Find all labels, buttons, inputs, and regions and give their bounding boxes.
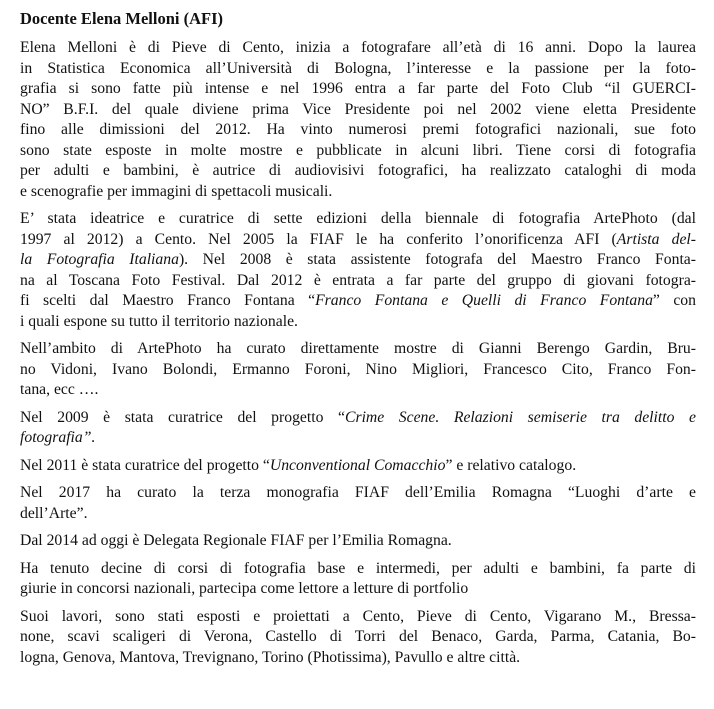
- paragraph-corsi: [20, 559, 696, 600]
- paragraph-delegata: [20, 531, 696, 552]
- paragraph-lavori: [20, 607, 696, 669]
- text-line: per adulti e bambini, è autrice di audiovisivi fotografici, ha realizzato cataloghi di moda: [20, 162, 696, 179]
- italic-text: Crime Scene. Relazioni semiserie tra delitto e: [345, 408, 696, 426]
- text-line: grafia si sono fatte più intense e nel 1996 entra a far parte del Foto Club “il GUERCI-: [20, 80, 696, 97]
- text-line: [20, 456, 696, 477]
- text-line: Dal 2014 ad oggi è Delegata Regionale FIAF per l’Emilia Romagna.: [20, 532, 452, 549]
- paragraph-exhibitions: [20, 339, 696, 401]
- paragraph-biography: [20, 38, 696, 202]
- text-line: giurie in concorsi nazionali, partecipa come lettore a letture di portfolio: [20, 580, 469, 597]
- paragraph-monografia: [20, 483, 696, 524]
- text-line: in Statistica Economica all’Università di Bologna, l’interesse e la passione per la foto-: [20, 59, 696, 77]
- text-line: na al Toscana Foto Festival. Dal 2012 è entrata a far parte del gruppo di giovani fotogra-: [20, 271, 696, 289]
- text-line: Nel 2017 ha curato la terza monografia FIAF dell’Emilia Romagna “Luoghi d’arte e: [20, 484, 696, 501]
- italic-text: la Fotografia Italiana: [20, 251, 179, 268]
- text-line: NO” B.F.I. del quale diviene prima Vice Presidente poi nel 2002 viene eletta Presidente: [20, 100, 696, 118]
- text-line: none, scavi scaligeri di Verona, Castello di Torri del Benaco, Garda, Parma, Catania, Bo-: [20, 628, 696, 645]
- paragraph-crime-scene: [20, 408, 696, 449]
- text-run: 1997 al 2012) a Cento. Nel 2005 la FIAF le ha conferito l’onorificenza AFI (: [20, 230, 617, 248]
- text-line: dell’Arte”.: [20, 504, 88, 522]
- document-body: [20, 8, 696, 675]
- text-run: fi scelti dal Maestro Franco Fontana “: [20, 292, 316, 309]
- italic-text: fotografia”.: [20, 429, 96, 446]
- text-run: Nel 2011 è stata curatrice del progetto “: [20, 456, 270, 474]
- text-line: sono state esposte in molte mostre e pubblicate in alcuni libri. Tiene corsi di fotografia: [20, 141, 696, 159]
- text-line: [20, 408, 696, 429]
- text-line: E’ stata ideatrice e curatrice di sette edizioni della biennale di fotografia ArtePhoto (dal: [20, 210, 696, 227]
- text-line: no Vidoni, Ivano Bolondi, Ermanno Foroni, Nino Migliori, Francesco Cito, Franco Fon-: [20, 360, 696, 378]
- text-line: [20, 250, 696, 271]
- text-run: Nel 2009 è stata curatrice del progetto “: [20, 408, 345, 426]
- text-line: Suoi lavori, sono stati esposti e proiettati a Cento, Pieve di Cento, Vigarano M., Bressa-: [20, 607, 696, 625]
- italic-text: Franco Fontana e Quelli di Franco Fontana: [315, 292, 653, 309]
- italic-text: Artista del-: [616, 230, 696, 248]
- text-line: Elena Melloni è di Pieve di Cento, inizia a fotografare all’età di 16 anni. Dopo la laurea: [20, 39, 696, 56]
- paragraph-comacchio: [20, 456, 696, 477]
- text-run: ” e relativo catalogo.: [445, 456, 577, 474]
- italic-text: Unconventional Comacchio: [269, 456, 446, 474]
- text-line: Nell’ambito di ArtePhoto ha curato direttamente mostre di Gianni Berengo Gardin, Bru-: [20, 340, 696, 357]
- text-run: ). Nel 2008 è stata assistente fotografa del Maestro Franco Fonta-: [178, 251, 696, 268]
- text-line: logna, Genova, Mantova, Trevignano, Torino (Photissima), Pavullo e altre città.: [20, 648, 521, 666]
- page-title: Docente Elena Melloni (AFI): [20, 9, 224, 28]
- text-line: fino alle dimissioni del 2012. Ha vinto numerosi premi fotografici nazionali, sue foto: [20, 121, 696, 138]
- text-line: [20, 230, 696, 251]
- text-line: e scenografie per immagini di spettacoli musicali.: [20, 182, 333, 200]
- text-line: tana, ecc ….: [20, 381, 99, 398]
- text-run: ” con: [652, 292, 696, 309]
- text-line: [20, 428, 696, 449]
- text-line: i quali espone su tutto il territorio nazionale.: [20, 312, 298, 330]
- text-line: Ha tenuto decine di corsi di fotografia base e intermedi, per adulti e bambini, fa parte di: [20, 559, 696, 577]
- paragraph-artephoto: [20, 209, 696, 332]
- text-line: [20, 291, 696, 312]
